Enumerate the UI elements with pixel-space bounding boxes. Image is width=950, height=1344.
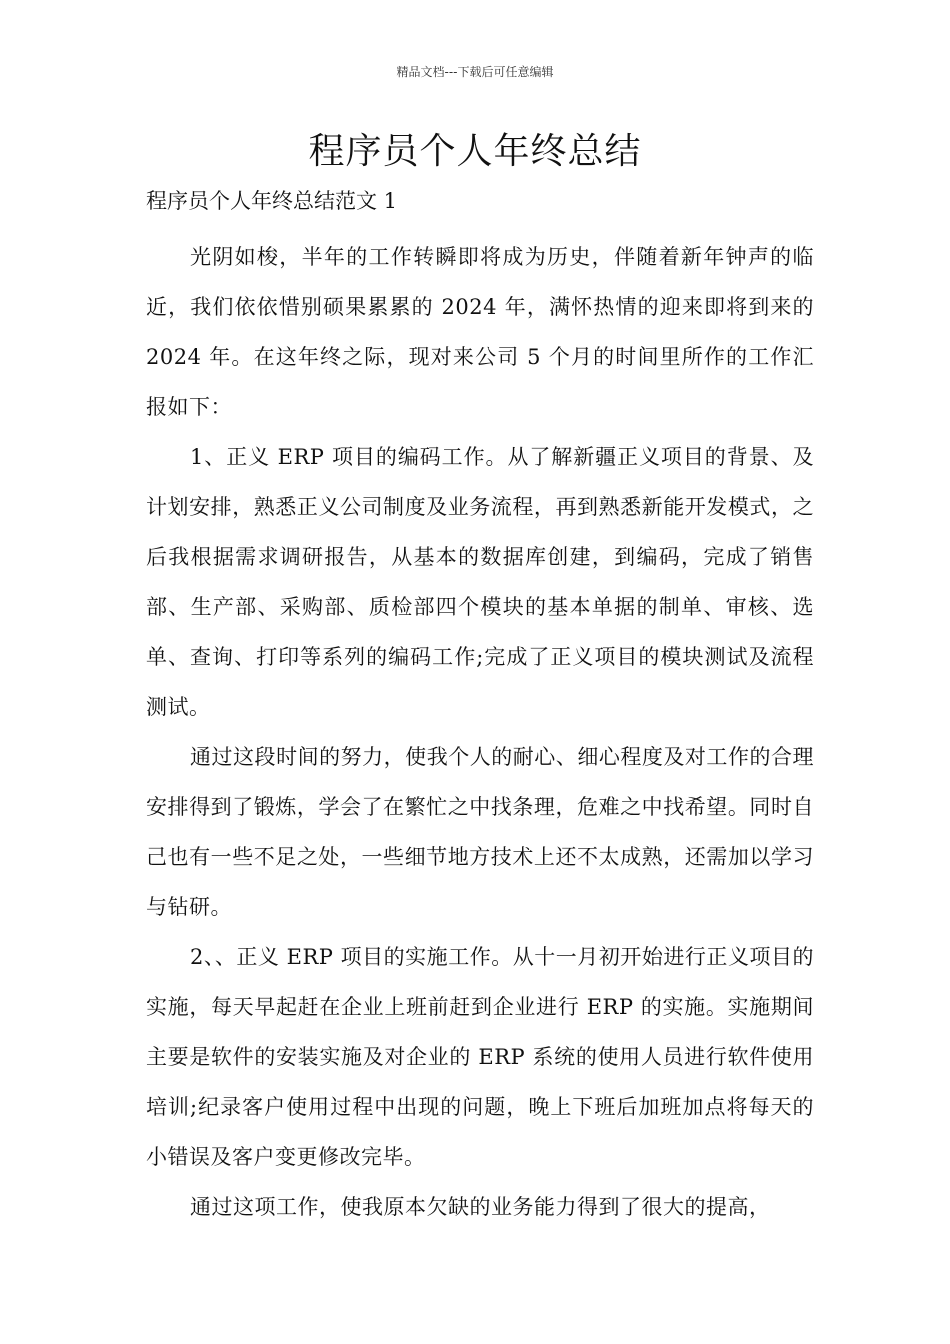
document-title: 程序员个人年终总结 bbox=[308, 131, 642, 172]
document-subtitle: 程序员个人年终总结范文 1 bbox=[146, 189, 398, 213]
paragraph-item-1: 1、正义 ERP 项目的编码工作。从了解新疆正义项目的背景、及计划安排，熟悉正义公司制度及业务流程，再到熟悉新能开发模式，之后我根据需求调研报告，从基本的数据库创建，到编码，完成了销售部、生产部、采购部、质检部四个模块的基本单据的制单、审核、选单、查询、打印等系列的编码工作;完成了正义项目的模块测试及流程测试。 bbox=[146, 445, 814, 719]
document-body bbox=[146, 232, 814, 1232]
paragraph-reflection-1: 通过这段时间的努力，使我个人的耐心、细心程度及对工作的合理安排得到了锻炼，学会了在繁忙之中找条理，危难之中找希望。同时自己也有一些不足之处，一些细节地方技术上还不太成熟，还需加以学习与钻研。 bbox=[146, 745, 814, 919]
header-note: 精品文档---下载后可任意编辑 bbox=[396, 65, 554, 79]
paragraph-item-2: 2、、正义 ERP 项目的实施工作。从十一月初开始进行正义项目的实施，每天早起赶在企业上班前赶到企业进行 ERP 的实施。实施期间主要是软件的安装实施及对企业的 ERP 系统的使用人员进行软件使用培训;纪录客户使用过程中出现的问题，晚上下班后加班加点将每天的小错误及客户变更修改完毕。 bbox=[146, 945, 814, 1169]
paragraph-reflection-2: 通过这项工作，使我原本欠缺的业务能力得到了很大的提高， bbox=[190, 1195, 771, 1219]
paragraph-intro: 光阴如梭，半年的工作转瞬即将成为历史，伴随着新年钟声的临近，我们依依惜别硕果累累的 2024 年，满怀热情的迎来即将到来的 2024 年。在这年终之际，现对来公司 5 个月的时间里所作的工作汇报如下： bbox=[146, 245, 814, 419]
